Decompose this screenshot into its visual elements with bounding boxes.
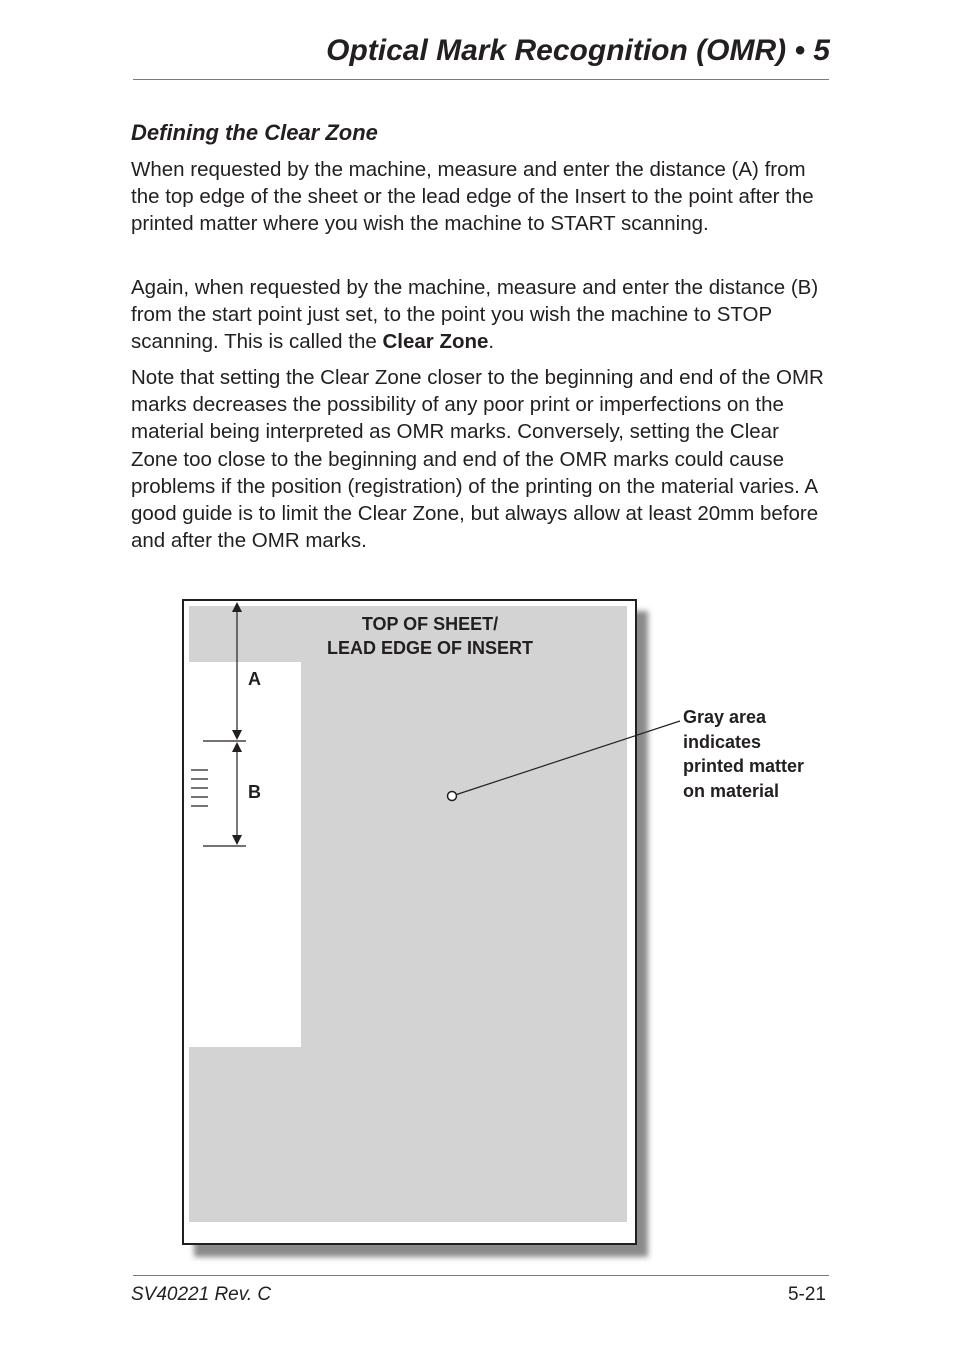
clear-zone-term: Clear Zone — [382, 330, 489, 354]
lead-edge-label: LEAD EDGE OF INSERT — [326, 638, 534, 658]
paragraph-text: Again, when requested by the machine, measure and enter the distance (B) from the start point just set, to the point you wish the machine to STOP scanning. This is called the — [131, 276, 819, 354]
paragraph-clear-zone-note: Note that setting the Clear Zone closer to the beginning and end of the OMR marks decreases the possibility of any poor print or imperfections on the material being interpreted as OMR marks. Conversely, setting the Clear Zone too close to the beginning and end of the OMR marks could cause problems if the position (registration) of the printing on the material varies. A good guide is to limit the Clear Zone, but always allow at least 20mm before and after the OMR marks. — [131, 366, 824, 553]
document-revision: SV40221 Rev. C — [131, 1284, 272, 1305]
callout-text-line-4: on material — [683, 781, 780, 801]
label-a: A — [248, 669, 261, 689]
callout-dot — [448, 792, 457, 801]
page-header-title: Optical Mark Recognition (OMR) • 5 — [326, 34, 830, 67]
printed-area-bottom — [189, 1047, 627, 1222]
footer-rule — [133, 1275, 829, 1276]
callout-text-line-1: Gray area — [683, 707, 767, 727]
section-heading: Defining the Clear Zone — [131, 120, 378, 145]
paragraph-text-end: . — [488, 330, 495, 354]
page-number: 5-21 — [787, 1284, 826, 1305]
callout-text-line-3: printed matter — [683, 756, 805, 776]
top-of-sheet-label: TOP OF SHEET/ — [361, 614, 499, 634]
paragraph-start-distance: When requested by the machine, measure and enter the distance (A) from the top edge of the sheet or the lead edge of the Insert to the point after the printed matter where you wish the machine to START scanning. — [131, 158, 814, 236]
label-b: B — [248, 782, 261, 802]
callout-text-line-2: indicates — [683, 732, 762, 752]
